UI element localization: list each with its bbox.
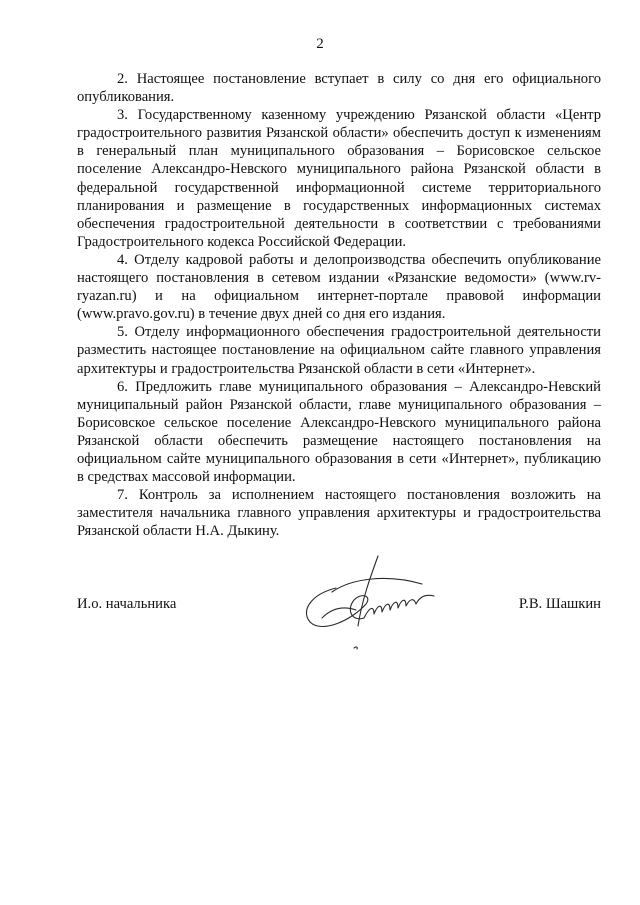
paragraph-6: 6. Предложить главе муниципального образования – Александро-Невский муниципальный район Рязанской области, главе муниципального образования – Борисовское сельское поселение Александро-Невского муниципального района Рязанской области обеспечить размещение настоящего постановления на официальном сайте муниципального образования в сети «Интернет», публикацию в средствах массовой информации.: [77, 378, 601, 486]
paragraph-3: 3. Государственному казенному учреждению Рязанской области «Центр градостроительного развития Рязанской области» обеспечить доступ к изменениям в генеральный план муниципального образования – Борисовское сельское поселение Александро-Невского муниципального района Рязанской области в федеральной государственной информационной системе территориального планирования и размещение в государственных информационных системах обеспечения градостроительной деятельности в соответствии с требованиями Градостроительного кодекса Российской Федерации.: [77, 107, 601, 250]
signatory-title: И.о. начальника: [77, 596, 177, 612]
signatory-name: Р.В. Шашкин: [518, 596, 601, 612]
paragraph-7: 7. Контроль за исполнением настоящего постановления возложить на заместителя начальника главного управления архитектуры и градостроительства Рязанской области Н.А. Дыкину.: [77, 487, 601, 540]
paragraph-4: 4. Отделу кадровой работы и делопроизводства обеспечить опубликование настоящего постановления в сетевом издании «Рязанские ведомости» (www.rv-ryazan.ru) и на официальном интернет-портале правовой информации (www.pravo.gov.ru) в течение двух дней со дня его издания.: [77, 251, 601, 323]
paragraph-5: 5. Отделу информационного обеспечения градостроительной деятельности разместить настоящее постановление на официальном сайте главного управления архитектуры и градостроительства Рязанской области в сети «Интернет».: [77, 324, 601, 377]
page-number: 2: [316, 36, 324, 52]
document-body: [77, 70, 601, 540]
paragraph-2: 2. Настоящее постановление вступает в силу со дня его официального опубликования.: [77, 71, 601, 106]
signature-block: [77, 590, 601, 630]
